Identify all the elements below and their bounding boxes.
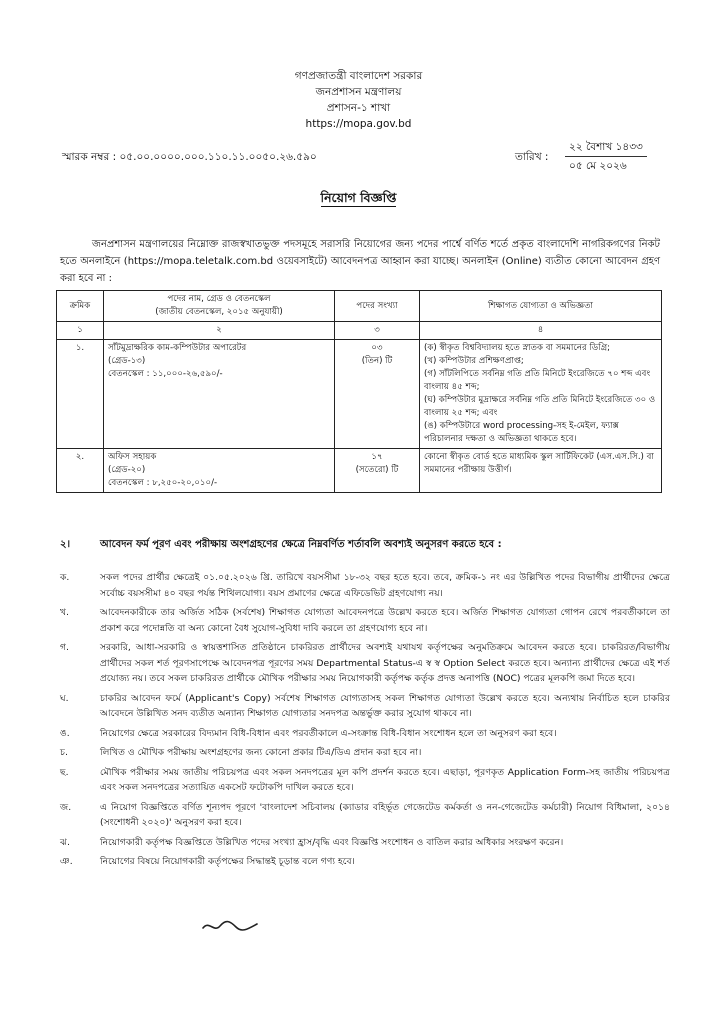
item-marker: ঞ. <box>60 856 73 867</box>
count-words: (তিন) টি <box>361 356 393 366</box>
page-title <box>0 190 717 210</box>
row-post <box>104 340 335 449</box>
row-qualification <box>420 449 662 493</box>
header-count: পদের সংখ্যা <box>335 291 420 322</box>
table-row <box>57 449 662 493</box>
item-text: আবেদনকারীকে তার অর্জিত সঠিক (সর্বশেষ) শিক্ষাগত যোগ্যতা আবেদনপত্রে উল্লেখ করতে হবে। অর্জিত শিক্ষাগত যোগ্যতা গোপন রেখে পরবর্তীকালে তা প্রকাশ করে পদোন্নতি বা অন্য কোনো বৈধ সুযোগ-সুবিধা দাবি করলে তা গ্রহণযোগ্য হবে না। <box>100 607 670 634</box>
item-marker: খ. <box>60 607 69 618</box>
section-number: ২। <box>60 539 71 550</box>
intro-paragraph: জনপ্রশাসন মন্ত্রণালয়ের নিম্নোক্ত রাজস্বখাতভুক্ত পদসমূহে সরাসরি নিয়োগের জন্য পদের পার্শ্বে বর্ণিত শর্তে প্রকৃত বাংলাদেশি নাগরিকগণের নিকট হতে অনলাইনে (https://mopa.teletalk.com.bd ওয়েবসাইটে) আবেদনপত্র আহ্বান করা যাচ্ছে। অনলাইন (Online) ব্যতীত কোনো আবেদন গ্রহণ করা হবে না : <box>60 239 660 284</box>
count-words: (সতেরো) টি <box>355 465 399 475</box>
conditions-list <box>60 570 670 874</box>
qualification-item: (খ) কম্পিউটার প্রশিক্ষণপ্রাপ্ত; <box>424 356 524 366</box>
signature-mark <box>200 915 260 937</box>
count-number: ০৩ <box>371 343 383 353</box>
qualification-item: (ঘ) কম্পিউটার মুদ্রাক্ষরে সর্বনিম্ন গতি প্রতি মিনিটে ইংরেজিতে ৩০ ও বাংলায় ২৫ শব্দ; এবং <box>424 395 656 418</box>
item-text: মৌখিক পরীক্ষার সময় জাতীয় পরিচয়পত্র এবং সকল সনদপত্রের মূল কপি প্রদর্শন করতে হবে। এছাড়া, পূরণকৃত Application Form-সহ জাতীয় পরিচয়পত্র এবং সকল সনদপত্রের সত্যায়িত একসেট ফটোকপি দাখিল করতে হবে। <box>100 766 670 793</box>
column-number: ১ <box>57 322 104 340</box>
government-name: গণপ্রজাতন্ত্রী বাংলাদেশ সরকার <box>294 70 423 82</box>
column-number: ৪ <box>420 322 662 340</box>
post-grade: (গ্রেড-১৩) <box>108 356 146 366</box>
column-number: ২ <box>104 322 335 340</box>
list-item <box>60 835 670 851</box>
branch-name: প্রশাসন-১ শাখা <box>326 102 391 114</box>
table-row <box>57 340 662 449</box>
qualification-item: (গ) সাঁটলিপিতে সর্বনিম্ন গতি প্রতি মিনিটে ইংরেজিতে ৭০ শব্দ এবং বাংলায় ৪৫ শব্দ; <box>424 369 651 392</box>
post-scale: বেতনস্কেল : ৮,২৫০-২০,০১০/- <box>108 478 218 488</box>
memo-number: স্মারক নম্বর : ০৫.০০.০০০০.০০০.১১০.১১.০০৫০.২৬.৫৯০ <box>62 151 317 163</box>
item-text: নিয়োগের বিষয়ে নিয়োগকারী কর্তৃপক্ষের সিদ্ধান্তই চূড়ান্ত বলে গণ্য হবে। <box>100 856 355 867</box>
header-post <box>104 291 335 322</box>
list-item <box>60 570 670 601</box>
qualification-item: কোনো স্বীকৃত বোর্ড হতে মাধ্যমিক স্কুল সার্টিফিকেট (এস.এস.সি.) বা সমমানের পরীক্ষায় উত্তীর্ণ। <box>424 452 654 475</box>
header-serial: ক্রমিক <box>57 291 104 322</box>
item-text: চাকরির আবেদন ফর্মে (Applicant's Copy) সর্বশেষ শিক্ষাগত যোগ্যতাসহ সকল শিক্ষাগত যোগ্যতা উল্লেখ করতে হবে। অন্যথায় নির্বাচিত হলে চাকরির আবেদনে উল্লিখিত সনদ ব্যতীত অন্যান্য শিক্ষাগত যোগ্যতার সনদপত্র অন্তর্ভুক্ত করার সুযোগ থাকবে না। <box>100 692 670 719</box>
row-qualification <box>420 340 662 449</box>
list-item <box>60 745 670 761</box>
website-url: https://mopa.gov.bd <box>305 118 412 130</box>
post-name: অফিস সহায়ক <box>108 452 157 462</box>
item-text: নিয়োগকারী কর্তৃপক্ষ বিজ্ঞপ্তিতে উল্লিখিত পদের সংখ্যা হ্রাস/বৃদ্ধি এবং বিজ্ঞপ্তি সংশোধন ও বাতিল করার অধিকার সংরক্ষণ করেন। <box>100 836 564 848</box>
section-title: আবেদন ফর্ম পূরণ এবং পরীক্ষায় অংশগ্রহণের ক্ষেত্রে নিম্নবর্ণিত শর্তাবলি অবশ্যই অনুসরণ করতে হবে : <box>100 539 502 550</box>
item-marker: ঙ. <box>60 727 70 739</box>
item-marker: ক. <box>60 572 70 583</box>
section-heading <box>60 537 670 554</box>
item-marker: গ. <box>60 642 69 653</box>
item-text: সরকারি, আধা-সরকারি ও স্বায়ত্তশাসিত প্রতিষ্ঠানে চাকরিরত প্রার্থীদের অবশ্যই যথাযথ কর্তৃপক্ষের অনুমতিক্রমে আবেদন করতে হবে। চাকরিরত/বিভাগীয় প্রার্থীদের সকল শর্ত পূরণসাপেক্ষে আবেদনপত্র পূরণের সময় Departmental Status-এ স্ব স্ব Option Select করতে হবে। অন্যান্য প্রার্থীদের ক্ষেত্রে এই শর্ত প্রযোজ্য নয়। তবে সকল চাকরিরত প্রার্থীকে মৌখিক পরীক্ষার সময় নিয়োগকারী কর্তৃপক্ষ কর্তৃক প্রদত্ত অনাপত্তি (NOC) পত্রের মূলকপি জমা দিতে হবে। <box>100 642 670 684</box>
row-count <box>335 449 420 493</box>
post-name: সাঁটমুদ্রাক্ষরিক কাম-কম্পিউটার অপারেটর <box>108 343 247 353</box>
row-count <box>335 340 420 449</box>
item-text: সকল পদের প্রার্থীর ক্ষেত্রেই ০১.০৫.২০২৬ খ্রি. তারিখে বয়সসীমা ১৮-৩২ বছর হতে হবে। তবে, ক্রমিক-১ নং এর উল্লিখিত পদের বিভাগীয় প্রার্থীদের ক্ষেত্রে সর্বোচ্চ বয়সসীমা ৪০ বছর পর্যন্ত শিথিলযোগ্য। বয়স প্রমাণের ক্ষেত্রে এফিডেভিট গ্রহণযোগ্য নয়। <box>100 572 670 599</box>
list-item <box>60 854 670 870</box>
header-qualification: শিক্ষাগত যোগ্যতা ও অভিজ্ঞতা <box>420 291 662 322</box>
header-post-line1: পদের নাম, গ্রেড ও বেতনস্কেল <box>167 294 271 304</box>
item-marker: ঝ. <box>60 836 70 848</box>
post-grade: (গ্রেড-২০) <box>108 465 146 475</box>
item-text: লিখিত ও মৌখিক পরীক্ষায় অংশগ্রহণের জন্য কোনো প্রকার টিএ/ডিএ প্রদান করা হবে না। <box>100 747 422 758</box>
item-marker: জ. <box>60 801 72 813</box>
item-marker: ছ. <box>60 766 69 778</box>
ministry-name: জনপ্রশাসন মন্ত্রণালয় <box>315 86 402 98</box>
column-number: ৩ <box>335 322 420 340</box>
item-text: এ নিয়োগ বিজ্ঞপ্তিতে বর্ণিত শূন্যপদ পূরণে 'বাংলাদেশ সচিবালয় (ক্যাডার বহির্ভূত গেজেটেড কর্মকর্তা ও নন-গেজেটেড কর্মচারী) নিয়োগ বিধিমালা, ২০১৪ (সংশোধনী ২০২০)' অনুসরণ করা হবে। <box>100 801 670 828</box>
column-number-row <box>57 322 662 340</box>
qualification-item: (ঙ) কম্পিউটারে word processing-সহ ই-মেইল, ফ্যাক্স পরিচালনার দক্ষতা ও অভিজ্ঞতা থাকতে হবে। <box>424 421 619 444</box>
table-header-row <box>57 291 662 322</box>
list-item <box>60 765 670 796</box>
list-item <box>60 605 670 636</box>
item-marker: চ. <box>60 747 68 758</box>
row-serial: ২. <box>57 449 104 493</box>
item-marker: ঘ. <box>60 692 69 704</box>
header-post-line2: (জাতীয় বেতনস্কেল, ২০১৫ অনুযায়ী) <box>155 307 283 317</box>
title-text: নিয়োগ বিজ্ঞপ্তি <box>320 190 397 205</box>
list-item <box>60 800 670 831</box>
date-bangla: ২২ বৈশাখ ১৪৩৩ <box>565 138 647 157</box>
post-scale: বেতনস্কেল : ১১,০০০-২৬,৫৯০/- <box>108 369 223 379</box>
row-serial: ১. <box>57 340 104 449</box>
list-item <box>60 726 670 742</box>
date-block <box>565 138 647 175</box>
row-post <box>104 449 335 493</box>
posts-table <box>56 290 662 493</box>
count-number: ১৭ <box>371 452 383 462</box>
qualification-item: (ক) স্বীকৃত বিশ্ববিদ্যালয় হতে স্নাতক বা সমমানের ডিগ্রি; <box>424 343 611 353</box>
date-label: তারিখ : <box>515 151 549 163</box>
list-item <box>60 691 670 722</box>
letterhead <box>0 68 717 132</box>
date-english: ০৫ মে ২০২৬ <box>569 160 627 172</box>
item-text: নিয়োগের ক্ষেত্রে সরকারের বিদ্যমান বিধি-বিধান এবং পরবর্তীকালে এ-সংক্রান্ত বিধি-বিধান সংশোধন হলে তা অনুসরণ করা হবে। <box>100 727 557 739</box>
list-item <box>60 640 670 687</box>
